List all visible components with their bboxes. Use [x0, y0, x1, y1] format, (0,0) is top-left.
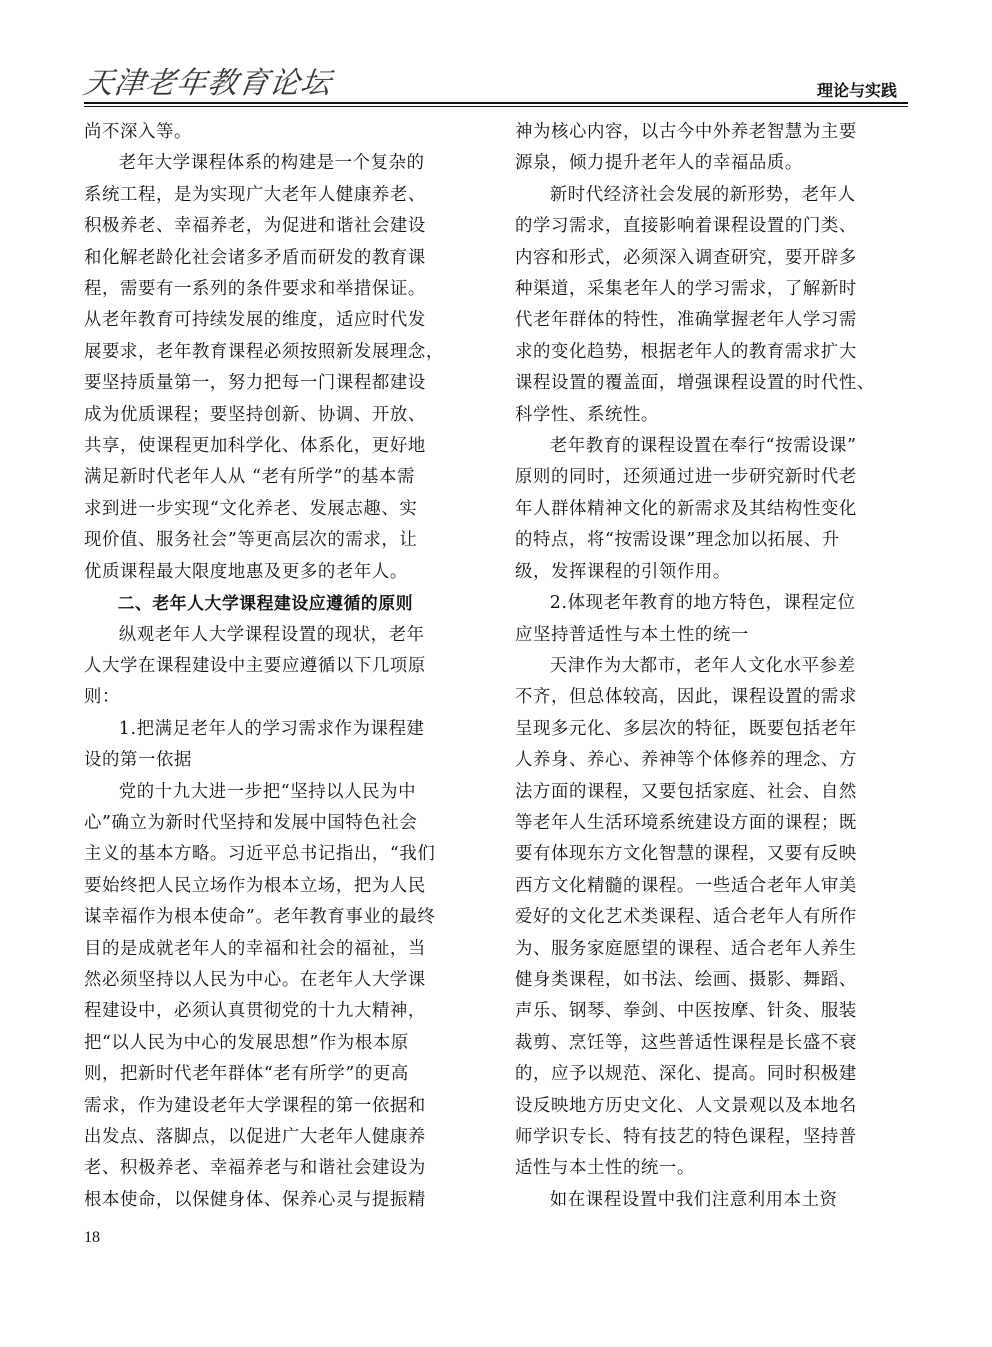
left-column — [84, 117, 479, 1216]
paragraph-right-1: 神为核心内容，以古今中外养老智慧为主要 源泉，倾力提升老年人的幸福品质。 — [515, 122, 857, 174]
paragraph-left-1: 尚不深入等。 — [84, 122, 192, 142]
section-heading: 二、老年人大学课程建设应遵循的原则 — [117, 593, 414, 614]
paragraph-right-2: 新时代经济社会发展的新形势，老年人 的学习需求，直接影响着课程设置的门类、 内容和形式，必须深入调查研究，要开辟多 种渠道，采集老年人的学习需求，了解新时 代老年群体的特性，准确掌握老年人学习需 求的变化趋势，根据老年人的教育需求扩大 课程设置的覆盖面，增强课程设置的时代性、 科学性、系统性。 — [515, 184, 875, 425]
right-column — [515, 117, 910, 1216]
paragraph-right-4: 天津作为大都市，老年人文化水平参差 不齐，但总体较高，因此，课程设置的需求 呈现多元化、多层次的特征，既要包括老年 人养身、养心、养神等个体修养的理念、方 法方面的课程，又要包括家庭、社会、自然 等老年人生活环境系统建设方面的课程；既 要有体现东方文化智慧的课程，又要有反映 西方文化精髓的课程。一些适合老年人审美 爱好的文化艺术类课程、适合老年人有所作 为、服务家庭愿望的课程、适合老年人养生 健身类课程，如书法、绘画、摄影、舞蹈、 声乐、钢琴、拳剑、中医按摩、针灸、服装 裁剪、烹饪等，这些普适性课程是长盛不衰 的，应予以规范、深化、提高。同时积极建 设反映地方历史文化、人文景观以及本地名 师学识专长、特有技艺的特色课程，坚持普 适性与本土性的统一。 — [515, 655, 857, 1179]
paragraph-left-3: 纵观老年人大学课程设置的现状，老年 人大学在课程建设中主要应遵循以下几项原 则： — [84, 624, 426, 708]
paragraph-right-3: 老年教育的课程设置在奉行“按需设课” 原则的同时，还须通过进一步研究新时代老 年人群体精神文化的新需求及其结构性变化 的特点，将“按需设课”理念加以拓展、升 级，发挥课程的引领作用。 — [515, 436, 857, 582]
header-rule — [84, 102, 908, 104]
section-header: 理论与实践 — [816, 81, 897, 100]
paragraph-right-5: 如在课程设置中我们注意利用本土资 — [549, 1189, 838, 1210]
paragraph-left-4: 党的十九大进一步把“坚持以人民为中 心”确立为新时代坚持和发展中国特色社会 主义的基本方略。习近平总书记指出，“我们 要始终把人民立场作为根本立场，把为人民 谋幸福作为根本使命”。老年教育事业的最终 目的是成就老年人的幸福和社会的福祉，当 然必须坚持以人民为中心。在老年人大学课 程建设中，必须认真贯彻党的十九大精神， 把“以人民为中心的发展思想”作为根本原 则，把新时代老年群体“老有所学”的更高 需求，作为建设老年大学课程的第一依据和 出发点、落脚点，以促进广大老年人健康养 老、积极养老、幸福养老与和谐社会建设为 根本使命，以保健身体、保养心灵与提振精 — [84, 781, 436, 1210]
subheading-left-1: 1.把满足老年人的学习需求作为课程建 设的第一依据 — [84, 718, 425, 771]
header-rule-thin — [84, 106, 908, 107]
page-number: 18 — [84, 1229, 100, 1246]
journal-logo: 天津老年教育论坛 — [81, 66, 334, 101]
paragraph-left-2: 老年大学课程体系的构建是一个复杂的 系统工程，是为实现广大老年人健康养老、 积极养老、幸福养老，为促进和谐社会建设 和化解老龄化社会诸多矛盾而研发的教育课 程，需要有一系列的条件要求和举措保证。 从老年教育可持续发展的维度，适应时代发 展要求，老年教育课程必须按照新发展理念， 要坚持质量第一，努力把每一门课程都建设 成为优质课程；要坚持创新、协调、开放、 共享，使课程更加科学化、体系化，更好地 满足新时代老年人从 “老有所学”的基本需 求到进一步实现“文化养老、发展志趣、实 现价值、服务社会”等更高层次的需求，让 优质课程最大限度地惠及更多的老年人。 — [84, 153, 444, 582]
subheading-right-1: 2.体现老年教育的地方特色，课程定位 应坚持普适性与本土性的统一 — [515, 593, 856, 645]
